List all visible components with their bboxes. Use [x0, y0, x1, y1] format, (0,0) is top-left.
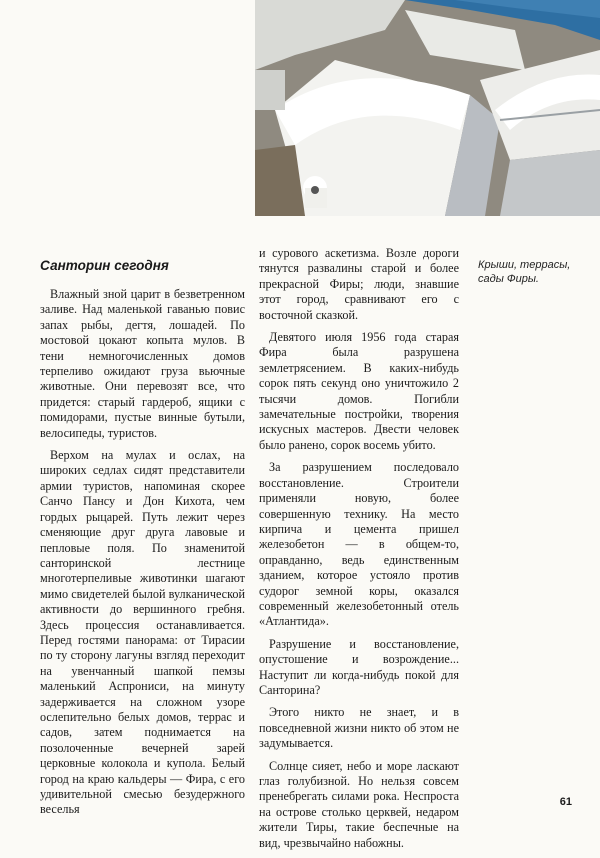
column-left — [40, 287, 245, 825]
column-right — [259, 246, 459, 858]
paragraph-continued: и сурового аскетизма. Возле дороги тянутся развалины старой и более прекрасной Фиры; люди, знавшие этот город, сравнивают его с восточной сказкой. — [259, 246, 459, 322]
paragraph: Разрушение и восстановление, опустошение и возрождение... Наступит ли когда-нибудь покой для Санторина? — [259, 636, 459, 697]
photo-caption: Крыши, террасы, сады Фиры. — [478, 259, 571, 285]
paragraph: Девятого июля 1956 года старая Фира была разрушена землетрясением. В каких-нибудь сорок пять секунд оно уничтожило 2 тысячи домов. Погибли замечательные постройки, творения искусных мастеров. Двести человек было ранено, сорок восемь убито. — [259, 330, 459, 452]
page-number: 61 — [559, 796, 572, 808]
paragraph: За разрушением последовало восстановление. Строители применяли новую, более совершенную технику. На место кирпича и цемента пришел железобетон — в общем-то, оправданно, ведь единственным зданием, которое устояло против судорог земной коры, оказался современный железобетонный отель «Атлантида». — [259, 460, 459, 629]
photo-santorini-roofs — [255, 0, 600, 216]
paragraph: Влажный зной царит в безветренном заливе. Над маленькой гаванью повис запах рыбы, дегтя, лошадей. По мостовой цокают копыта мулов. В тени немногочисленных домов терпеливо ожидают груза вьючные животные. Они перевозят все, что придется: старый гардероб, ящики с помидорами, пустые винные бутыли, велосипеды, туристов. — [40, 287, 245, 440]
paragraph: Этого никто не знает, и в повседневной жизни никто об этом не задумывается. — [259, 705, 459, 751]
photo-illustration — [255, 0, 600, 216]
article-heading: Санторин сегодня — [40, 258, 169, 273]
paragraph: Верхом на мулах и ослах, на широких седлах сидят представители армии туристов, напоминая скорее Санчо Пансу и Дон Кихота, чем гордых рыцарей. Путь лежит через сменяющие друг друга лавовые и пепловые поля. По знаменитой санторинской лестнице многотерпеливые животинки шагают мимо свидетелей былой вулканической активности до вершинного гребня. Здесь процессия останавливается. Перед гостями панорама: от Тирасии по ту сторону лагуны взгляд переходит на увенчанный шапкой пемзы маленький Аспрониси, на минуту задерживается на сложном узоре ослепительно белых домов, террас и садов, затем поднимается на позолоченные вечерней зарей церковные колокола и купола. Белый город на краю кальдеры — Фира, с его удивительной смесью безудержного веселья — [40, 448, 245, 817]
paragraph: Солнце сияет, небо и море ласкают глаз голубизной. Но нельзя совсем пренебрегать силами рока. Неспроста на острове столько церквей, недаром жители Тиры, такие беспечные на вид, чрезвычайно набожны. — [259, 758, 459, 850]
